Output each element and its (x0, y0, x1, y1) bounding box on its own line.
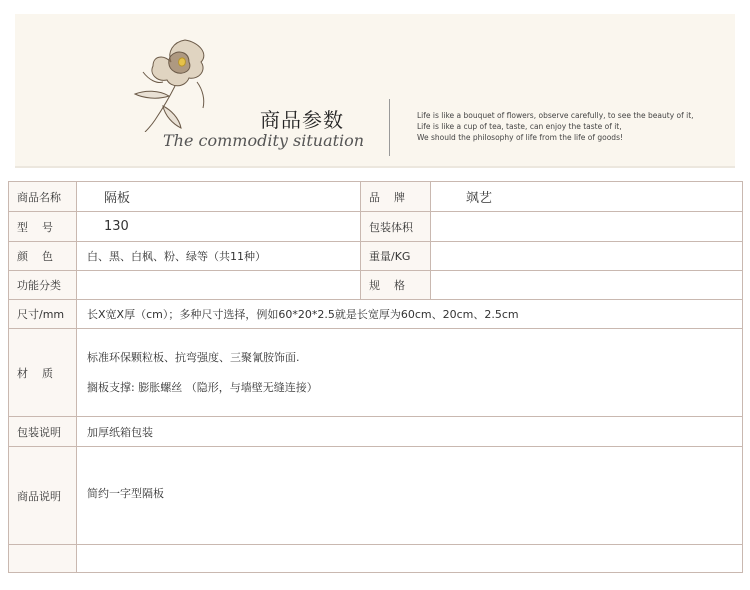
brand-label: 品牌 (361, 182, 431, 212)
table-row (9, 300, 743, 329)
desc-label: 商品说明 (9, 447, 77, 545)
material-value (77, 329, 743, 417)
quote-line: Life is like a cup of tea, taste, can enjoy the taste of it, (417, 122, 622, 131)
table-row (9, 417, 743, 447)
material-line: 搁板支撑: 膨胀螺丝 （隐形，与墙壁无缝连接） (87, 380, 318, 394)
table-row (9, 271, 743, 300)
color-label: 颜色 (9, 242, 77, 271)
weight-label: 重量/KG (361, 242, 431, 271)
specs-table (8, 181, 743, 573)
table-row (9, 182, 743, 212)
brand-value: 飒艺 (431, 182, 743, 212)
header-quote (417, 110, 717, 143)
material-line: 标准环保颗粒板、抗弯强度、三聚氰胺饰面. (87, 350, 300, 364)
name-label: 商品名称 (9, 182, 77, 212)
size-label: 尺寸/mm (9, 300, 77, 329)
page-subtitle: The commodity situation (163, 131, 365, 150)
packaging-value: 加厚纸箱包装 (77, 417, 743, 447)
function-label: 功能分类 (9, 271, 77, 300)
pack-volume-value (431, 212, 743, 242)
color-value: 白、黑、白枫、粉、绿等（共11种） (77, 242, 361, 271)
table-row (9, 212, 743, 242)
empty-cell (77, 545, 743, 573)
material-label: 材质 (9, 329, 77, 417)
spec-value (431, 271, 743, 300)
quote-line: We should the philosophy of life from the life of goods! (417, 133, 623, 142)
model-label: 型号 (9, 212, 77, 242)
model-value: 130 (77, 212, 361, 242)
page-title: 商品参数 (260, 108, 344, 132)
flower-illustration (123, 32, 223, 132)
quote-line: Life is like a bouquet of flowers, observe carefully, to see the beauty of it, (417, 111, 694, 120)
table-row (9, 447, 743, 545)
table-row (9, 329, 743, 417)
header-divider (15, 166, 735, 168)
function-value (77, 271, 361, 300)
table-row (9, 545, 743, 573)
name-value: 隔板 (77, 182, 361, 212)
table-row (9, 242, 743, 271)
empty-cell (9, 545, 77, 573)
desc-value: 简约一字型隔板 (77, 447, 743, 545)
size-value: 长X宽X厚（cm）；多种尺寸选择，例如60*20*2.5就是长宽厚为60cm、20cm、2.5cm (77, 300, 743, 329)
pack-volume-label: 包装体积 (361, 212, 431, 242)
spec-label: 规格 (361, 271, 431, 300)
weight-value (431, 242, 743, 271)
packaging-label: 包装说明 (9, 417, 77, 447)
title-divider (389, 99, 390, 156)
